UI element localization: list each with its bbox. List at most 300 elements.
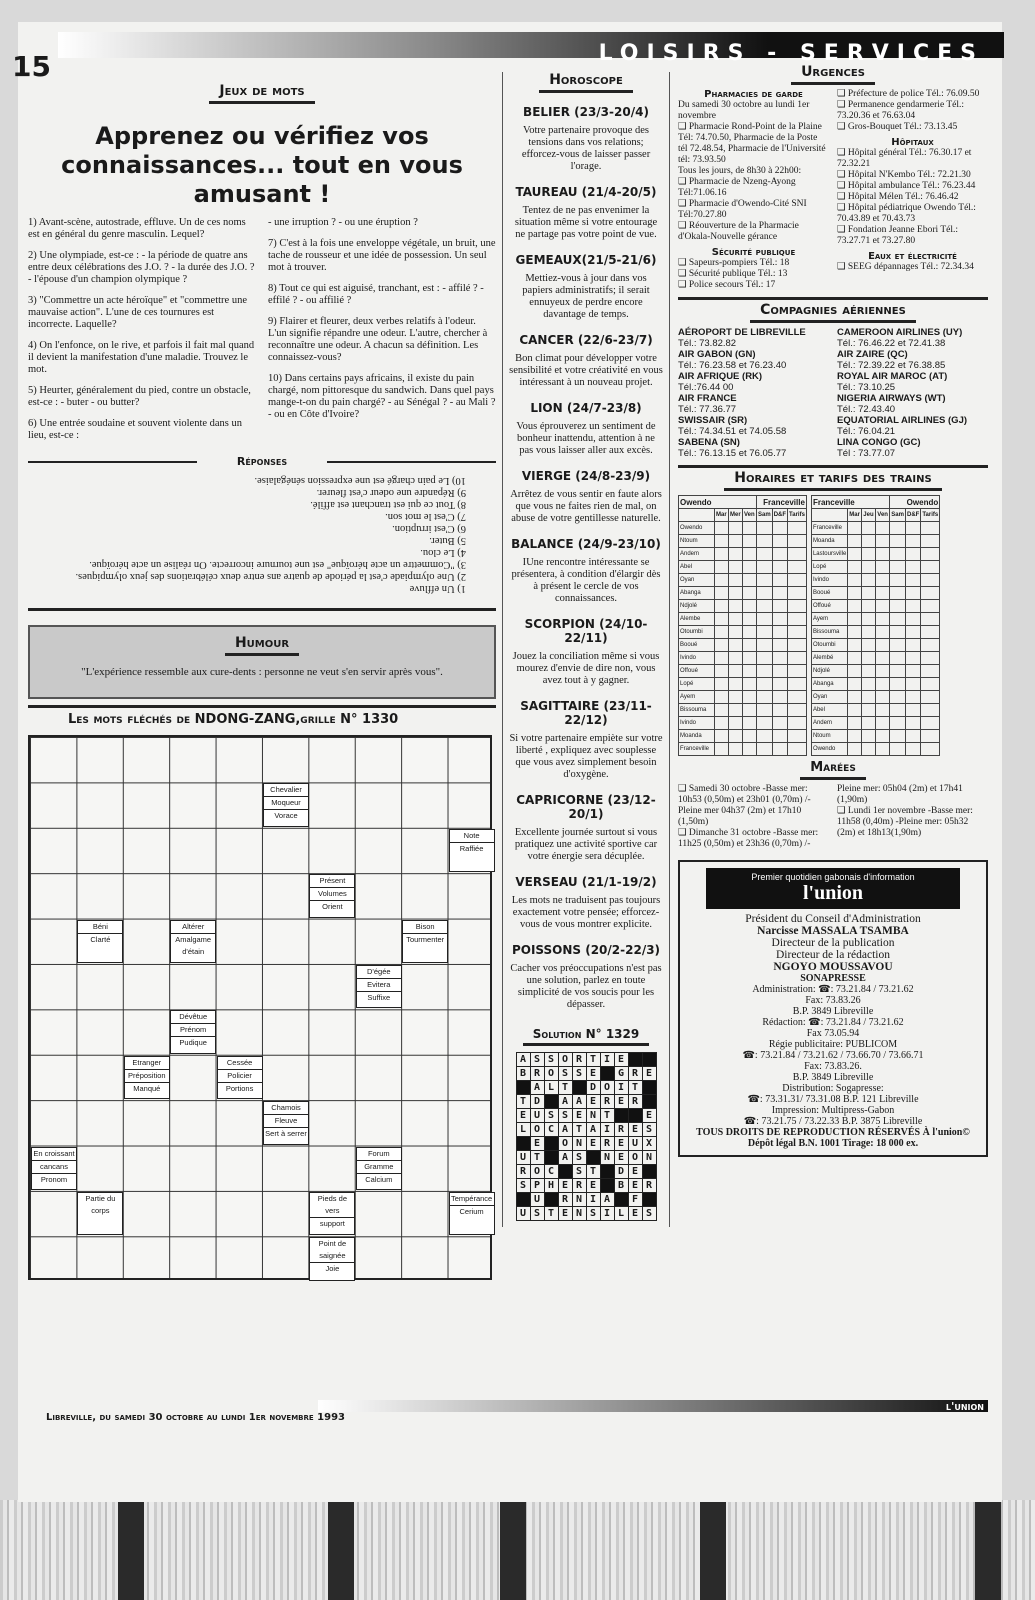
solution-cell: B (516, 1067, 530, 1081)
clue-box (217, 1056, 263, 1099)
train-cell (743, 665, 757, 678)
train-cell (848, 678, 862, 691)
train-cell (772, 639, 787, 652)
train-cell (921, 613, 940, 626)
train-cell (757, 522, 773, 535)
train-station: Ndjolé (811, 665, 847, 678)
answer-item: 8) Tout ce qui est tranchant est affilé. (310, 499, 466, 510)
clue-text: Fleuve (264, 1115, 308, 1128)
solution-cell: N (572, 1207, 586, 1221)
solution-cell: S (642, 1207, 656, 1221)
eaux-list (837, 262, 988, 273)
solution-cell (516, 1193, 530, 1207)
train-cell (905, 574, 920, 587)
train-cell (788, 522, 807, 535)
train-cell (772, 600, 787, 613)
question-item: 4) On l'enfonce, on le rive, et parfois il fait mal quand il devient la manifestation d'une maladie. Trouvez le mot. (28, 340, 255, 375)
train-cell (921, 652, 940, 665)
train-cell (862, 717, 876, 730)
clue-text: Forum (357, 1148, 401, 1161)
train-cell (772, 535, 787, 548)
train-cell (772, 691, 787, 704)
clue-text: Suffixe (367, 993, 391, 1002)
train-cell (788, 665, 807, 678)
train-cell (921, 678, 940, 691)
train-cell (921, 639, 940, 652)
train-cell (757, 691, 773, 704)
answers-title: Réponses (236, 455, 288, 468)
clue-text: Note (450, 830, 494, 843)
answer-item: 5) Buter. (429, 535, 466, 546)
train-cell (757, 678, 773, 691)
pharmacies-title: Pharmacies de garde (704, 89, 803, 100)
train-cell (729, 561, 743, 574)
solution-cell (544, 1193, 558, 1207)
clue-text: Tempérance (450, 1193, 494, 1206)
sign-text: Vous éprouverez un sentiment de bonheur inattendu, attention à ne pas vous laisser aller aux excès. (516, 421, 656, 456)
train-cell (743, 626, 757, 639)
train-station: Bissouma (811, 626, 847, 639)
train-cell (757, 587, 773, 600)
union-line: B.P. 3849 Libreville (792, 1072, 874, 1083)
solution-cell: A (586, 1123, 600, 1137)
solution-cell: I (600, 1123, 614, 1137)
train-station: Booué (679, 639, 715, 652)
newspaper-page (12, 22, 1002, 1502)
train-cell (905, 678, 920, 691)
question-item: 7) C'est à la fois une enveloppe végétale, un bruit, une tache de rousseur et une idée de possession. Un seul mot à trouver. (268, 238, 496, 273)
clue-box (402, 920, 448, 963)
train-cell (788, 691, 807, 704)
train-cell (743, 639, 757, 652)
union-line: SONAPRESSE (800, 973, 866, 984)
train-cell (772, 522, 787, 535)
clue-text: Clarté (90, 934, 111, 944)
train-cell (743, 704, 757, 717)
solution-cell: R (628, 1067, 642, 1081)
train-cell (743, 522, 757, 535)
train-cell (772, 743, 787, 756)
train-cell (772, 704, 787, 717)
train-cell (715, 522, 729, 535)
clue-text: Préposition (125, 1070, 169, 1083)
clue-text: Sert à serrer (265, 1129, 307, 1139)
train-cell (729, 743, 743, 756)
train-station: Ivindo (679, 717, 715, 730)
solution-cell: D (530, 1095, 544, 1109)
train-header: D&F (772, 509, 787, 522)
train-cell (848, 704, 862, 717)
train-cell (729, 639, 743, 652)
sign-title: CANCER (22/6-23/7) (519, 333, 653, 347)
solution-cell: U (530, 1109, 544, 1123)
train-direction: Franceville (757, 496, 807, 509)
sign-title: TAUREAU (21/4-20/5) (515, 185, 657, 199)
pharmacy-item: ❑ Pharmacie Rond-Point de la Plaine Tél: 74.70.50, Pharmacie de la Poste tél 72.48.54, Pharmacie de l'Université tél: 73.93.50 (678, 122, 826, 165)
train-station: Oyan (679, 574, 715, 587)
train-cell (715, 626, 729, 639)
clue-text: Amalgame d'étain (175, 934, 212, 956)
train-cell (921, 691, 940, 704)
securite-item: ❑ Police secours Tél.: 17 (678, 280, 776, 290)
train-cell (757, 730, 773, 743)
solution-cell: C (544, 1165, 558, 1179)
train-cell (921, 730, 940, 743)
train-cell (890, 678, 906, 691)
solution-cell: A (558, 1123, 572, 1137)
train-cell (788, 600, 807, 613)
clue-text: Volumes (310, 888, 354, 901)
union-line: Fax: 73.83.26 (805, 995, 861, 1006)
train-cell (848, 639, 862, 652)
train-cell (862, 574, 876, 587)
solution-cell: I (586, 1193, 600, 1207)
clue-text: Etranger (125, 1057, 169, 1070)
solution-cell: N (642, 1151, 656, 1165)
solution-cell: S (530, 1207, 544, 1221)
solution-cell: T (572, 1123, 586, 1137)
solution-cell: T (530, 1151, 544, 1165)
sign-text: Votre partenaire provoque des tensions dans vos relations; efforcez-vous de laisser passer l'orage. (521, 125, 651, 172)
clue-text: Dévêtue (171, 1011, 215, 1024)
train-cell (905, 626, 920, 639)
train-header: Tarifs (921, 509, 940, 522)
mots-fleches-grid[interactable] (28, 735, 492, 1280)
clue-box (170, 920, 216, 963)
union-line: Distribution: Sogapresse: (782, 1083, 884, 1094)
horoscope-title: Horoscope (539, 72, 633, 93)
solution-cell: I (614, 1081, 628, 1095)
train-cell (729, 730, 743, 743)
clue-text: Altérer (171, 921, 215, 934)
train-cell (772, 613, 787, 626)
question-item: - une irruption ? - ou une éruption ? (268, 217, 418, 228)
humour-text: "L'expérience ressemble aux cure-dents : personne ne veut s'en servir après vous". (81, 666, 443, 678)
union-line: ☎: 73.31.31/ 73.31.08 B.P. 121 Libreville (747, 1094, 919, 1105)
train-station: Owendo (679, 522, 715, 535)
solution-cell: E (586, 1095, 600, 1109)
clue-text: Moqueur (264, 797, 308, 810)
train-cell (729, 626, 743, 639)
police-item: ❑ Permanence gendarmerie Tél.: 73.20.36 et 76.63.04 (837, 100, 965, 121)
clue-text: Policier (218, 1070, 262, 1083)
sign-title: BALANCE (24/9-23/10) (511, 537, 661, 551)
solution-cell: T (628, 1081, 642, 1095)
train-cell (921, 600, 940, 613)
train-cell (715, 691, 729, 704)
train-cell (890, 574, 906, 587)
train-cell (862, 535, 876, 548)
train-cell (743, 574, 757, 587)
solution-cell (600, 1179, 614, 1193)
train-cell (921, 535, 940, 548)
train-cell (715, 652, 729, 665)
question-item: 5) Heurter, généralement du pied, contre un obstacle, est-ce : - buter - ou butter? (28, 385, 251, 408)
train-cell (743, 561, 757, 574)
train-header: Tarifs (788, 509, 807, 522)
questions-right (268, 217, 496, 451)
train-cell (848, 717, 862, 730)
train-station: Franceville (811, 522, 847, 535)
airline-item: AÉROPORT DE LIBREVILLE (678, 327, 806, 338)
solution-cell: I (600, 1053, 614, 1067)
train-header: Sam (757, 509, 773, 522)
train-cell (890, 561, 906, 574)
train-cell (905, 665, 920, 678)
train-cell (729, 717, 743, 730)
securite-list (678, 258, 829, 291)
solution-cell: R (600, 1095, 614, 1109)
train-cell (848, 600, 862, 613)
train-cell (862, 704, 876, 717)
scan-artifact (118, 1500, 144, 1600)
marees-list (678, 784, 988, 850)
train-cell (788, 678, 807, 691)
hopitaux-title: Hôpitaux (891, 137, 934, 148)
solution-cell: E (614, 1137, 628, 1151)
solution-cell: E (516, 1109, 530, 1123)
train-direction: Owendo (679, 496, 757, 509)
solution-cell: S (558, 1067, 572, 1081)
solution-cell: O (558, 1053, 572, 1067)
train-cell (772, 587, 787, 600)
solution-cell: N (600, 1151, 614, 1165)
train-cell (905, 730, 920, 743)
union-line: ☎: 73.21.75 / 73.22.33 B.P. 3875 Libreville (743, 1116, 923, 1127)
train-cell (921, 587, 940, 600)
train-station: Andem (811, 717, 847, 730)
clue-text: D'égée (357, 966, 401, 979)
union-logo: l'union (802, 882, 864, 904)
clue-text: Vorace (274, 811, 298, 821)
sign-title: CAPRICORNE (23/12-20/1) (516, 793, 656, 821)
clue-box (356, 1147, 402, 1190)
question-item: 2) Une olympiade, est-ce : - la période de quatre ans entre deux célébrations des J.O. ? - la durée des J.O. ? - l'épouse d'un champion olympique ? (28, 250, 255, 285)
train-cell (876, 665, 890, 678)
train-cell (757, 561, 773, 574)
answer-item: 10) Le pain chargé est une expression sénégalaise. (254, 475, 466, 486)
train-station: Ayem (679, 691, 715, 704)
solution-cell: T (600, 1109, 614, 1123)
train-station: Moanda (811, 535, 847, 548)
solution-cell: O (530, 1165, 544, 1179)
train-station: Bissouma (679, 704, 715, 717)
union-tagline: Premier quotidien gabonais d'information (751, 872, 915, 882)
solution-cell: E (558, 1179, 572, 1193)
solution-cell (544, 1137, 558, 1151)
train-cell (890, 626, 906, 639)
footer-logo: l'union (945, 1400, 984, 1413)
train-station: Lopé (811, 561, 847, 574)
solution-grid (516, 1052, 657, 1221)
train-header: Mar (848, 509, 862, 522)
section-band (58, 32, 1004, 66)
humour-box (28, 625, 496, 699)
train-cell (772, 626, 787, 639)
train-cell (788, 639, 807, 652)
airline-item: Tél.: 73.10.25 (837, 382, 896, 393)
clue-text: Pronom (40, 1174, 68, 1184)
train-station: Moanda (679, 730, 715, 743)
train-cell (862, 691, 876, 704)
train-direction: Franceville (811, 496, 889, 509)
train-station: Ivindo (811, 574, 847, 587)
union-line: Rédaction: ☎: 73.21.84 / 73.21.62 (762, 1017, 904, 1028)
train-cell (890, 639, 906, 652)
train-station: Ayem (811, 613, 847, 626)
train-cell (715, 639, 729, 652)
solution-cell: R (628, 1095, 642, 1109)
train-station: Alembe (679, 613, 715, 626)
sign-text: Bon climat pour développer votre sensibilité et votre créativité en vous intéressant à un nouveau projet. (509, 353, 663, 388)
train-cell (743, 535, 757, 548)
train-cell (876, 600, 890, 613)
question-item: 3) "Commettre un acte héroïque" et "commettre une mauvaise action". L'une de ces tournures est incorrecte. Laquelle? (28, 295, 247, 330)
solution-cell: H (544, 1179, 558, 1193)
solution-cell: C (544, 1123, 558, 1137)
solution-cell: E (628, 1165, 642, 1179)
train-cell (905, 639, 920, 652)
solution-cell (600, 1067, 614, 1081)
sign-title: LION (24/7-23/8) (530, 401, 642, 415)
solution-cell (600, 1165, 614, 1179)
solution-cell (544, 1151, 558, 1165)
train-cell (743, 548, 757, 561)
train-cell (905, 522, 920, 535)
sign-text: IUne rencontre intéressante se présentera, à condition d'élargir dès à présent le cercle de vos connaissances. (511, 557, 661, 604)
solution-cell: O (628, 1151, 642, 1165)
train-cell (788, 535, 807, 548)
clue-text: Pudique (179, 1038, 207, 1048)
answer-item: 1) Un effluve (409, 583, 466, 594)
train-cell (876, 561, 890, 574)
clue-text: Cerium (459, 1207, 484, 1216)
union-masthead-box (678, 860, 988, 1157)
union-line: Directeur de la rédaction (776, 949, 890, 961)
solution-cell (614, 1193, 628, 1207)
train-cell (876, 522, 890, 535)
compagnies-title: Compagnies aériennes (750, 302, 916, 323)
horoscope-column (502, 72, 670, 1227)
train-cell (905, 743, 920, 756)
airline-item: Tél.: 76.04.21 (837, 426, 896, 437)
train-cell (729, 678, 743, 691)
maree-item: ❑ Samedi 30 octobre -Basse mer: 10h53 (0,50m) et 23h01 (0,70m) /-Pleine mer 04h37 (2m) et 17h10 (1,50m) (678, 784, 811, 827)
solution-cell: S (572, 1151, 586, 1165)
solution-cell (642, 1081, 656, 1095)
train-station: Alembé (811, 652, 847, 665)
solution-cell (628, 1109, 642, 1123)
solution-cell: R (572, 1053, 586, 1067)
page-footer (46, 1400, 996, 1423)
union-line: Fax 73.05.94 (806, 1028, 860, 1039)
train-cell (905, 561, 920, 574)
train-station: Ndjolé (679, 600, 715, 613)
maree-item: ❑ Lundi 1er novembre -Basse mer: 11h58 (0,40m) -Pleine mer: 05h32 (2m) et 18h13(1,90m) (837, 806, 973, 838)
solution-cell: D (614, 1165, 628, 1179)
solution-cell: E (614, 1151, 628, 1165)
clue-text: En croissant (32, 1148, 76, 1161)
airline-item: Tél.:76.44 00 (678, 382, 734, 393)
clue-text: cancans (32, 1161, 76, 1174)
train-cell (848, 626, 862, 639)
sign-title: POISSONS (20/2-22/3) (511, 943, 661, 957)
train-cell (757, 535, 773, 548)
train-cell (729, 613, 743, 626)
clue-text: Chamois (264, 1102, 308, 1115)
solution-cell: E (628, 1207, 642, 1221)
clue-text: Calcium (365, 1174, 393, 1184)
union-line: B.P. 3849 Libreville (792, 1006, 874, 1017)
train-cell (743, 691, 757, 704)
sign-text: Jouez la conciliation même si vous mourez d'envie de dire non, vous avez tout à y gagner. (512, 651, 660, 686)
union-line: Régie publicitaire: PUBLICOM (768, 1039, 898, 1050)
solution-cell: N (572, 1137, 586, 1151)
airline-item: AIR GABON (GN) (678, 349, 756, 360)
train-cell (848, 587, 862, 600)
solution-cell: E (586, 1179, 600, 1193)
question-item: 10) Dans certains pays africains, il existe du pain chargé, nom pittoresque du sandwich. Dans quel pays mange-t-on du pain chargé? - au Sénégal ? - au Mali ? - ou en Côte d'Ivoire? (268, 373, 496, 420)
solution-cell: P (530, 1179, 544, 1193)
clue-box (449, 829, 495, 872)
train-cell (890, 717, 906, 730)
train-cell (848, 743, 862, 756)
airline-item: EQUATORIAL AIRLINES (GJ) (837, 415, 968, 426)
train-table-owendo-franceville (678, 495, 807, 756)
train-cell (921, 704, 940, 717)
train-cell (890, 652, 906, 665)
clue-box (309, 1192, 355, 1235)
sign-text: Si votre partenaire empiète sur votre liberté , expliquez avec souplesse que vous avez simplement besoin d'oxygène. (509, 733, 663, 780)
train-header: Ven (743, 509, 757, 522)
train-cell (905, 613, 920, 626)
train-cell (788, 730, 807, 743)
train-cell (788, 652, 807, 665)
train-cell (905, 691, 920, 704)
solution-cell: A (572, 1095, 586, 1109)
train-cell (715, 730, 729, 743)
airline-item: Tél.: 72.39.22 et 76.38.85 (837, 360, 946, 371)
train-cell (876, 613, 890, 626)
train-cell (890, 704, 906, 717)
train-cell (729, 548, 743, 561)
clue-text: Bison (403, 921, 447, 934)
clue-box (356, 965, 402, 1008)
sign-text: Arrêtez de vous sentir en faute alors que vous ne faites rien de mal, on abuse de votre gentillesse naturelle. (510, 489, 662, 524)
clue-box (309, 1237, 355, 1280)
train-header: Sam (890, 509, 906, 522)
clue-box (170, 1010, 216, 1053)
solution-cell: S (642, 1123, 656, 1137)
solution-cell: N (572, 1193, 586, 1207)
train-cell (876, 652, 890, 665)
train-cell (848, 691, 862, 704)
answers-list (28, 474, 466, 594)
trains-tables (678, 495, 988, 756)
train-cell (757, 626, 773, 639)
clue-text: Evitera (357, 979, 401, 992)
train-header: Mer (729, 509, 743, 522)
hopital-item: ❑ Hôpital Mélen Tél.: 76.46.42 (837, 192, 959, 202)
train-cell (890, 535, 906, 548)
train-table-franceville-owendo (811, 495, 940, 756)
solution-cell (558, 1165, 572, 1179)
sign-title: GEMEAUX(21/5-21/6) (515, 253, 657, 267)
train-cell (890, 613, 906, 626)
answer-item: 6) C'est irruption. (392, 523, 466, 534)
train-cell (848, 652, 862, 665)
solution-cell: O (544, 1067, 558, 1081)
